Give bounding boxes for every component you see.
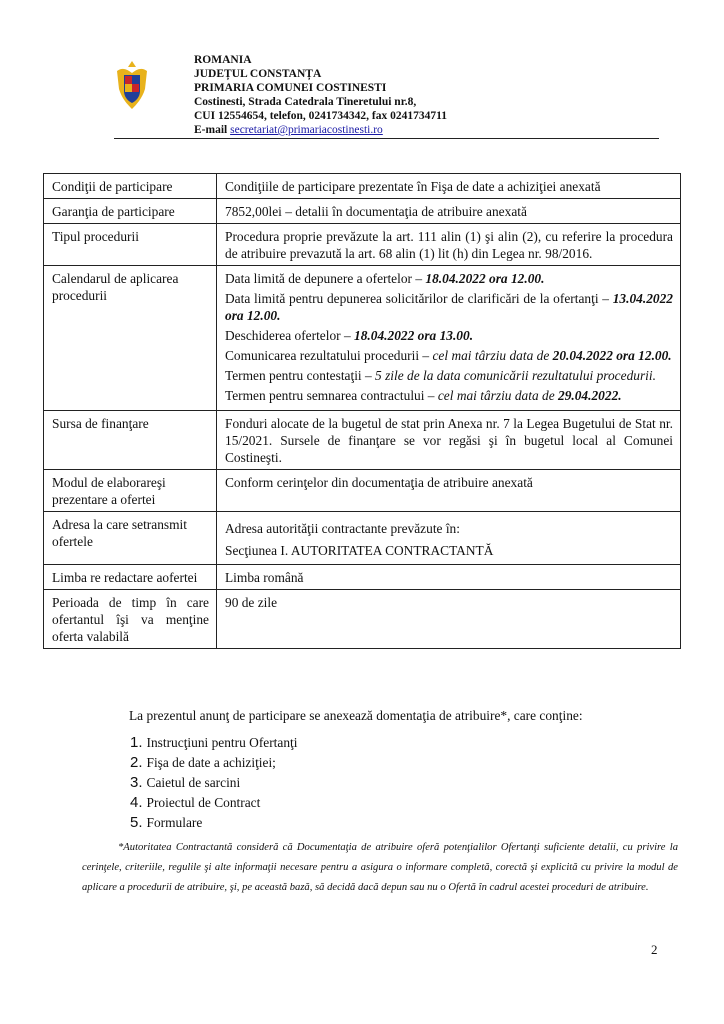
- ids-line: CUI 12554654, telefon, 0241734342, fax 0241734711: [194, 110, 447, 122]
- list-item: 3. Caietul de sarcini: [130, 774, 241, 791]
- procedure-details-table: [43, 173, 681, 649]
- calendar-item: Data limită de depunere a ofertelor – 18.04.2022 ora 12.00.: [225, 271, 545, 286]
- list-item: 2. Fişa de date a achiziţiei;: [130, 754, 276, 771]
- list-item: 5. Formulare: [130, 814, 203, 831]
- row-value: 90 de zile: [217, 590, 681, 649]
- section-text: Secţiunea I. AUTORITATEA CONTRACTANTĂ: [225, 543, 494, 558]
- table-row: [44, 512, 681, 565]
- row-label: Perioada de timp în care ofertantul îşi va menţine oferta valabilă: [44, 590, 217, 649]
- county-line: JUDEȚUL CONSTANȚA: [194, 68, 322, 80]
- list-item: 1. Instrucţiuni pentru Ofertanţi: [130, 734, 298, 751]
- calendar-item: Data limită pentru depunerea solicitărilor de clarificări de la ofertanţi – 13.04.2022 ora 12.00.: [225, 291, 673, 323]
- footnote: *Autoritatea Contractantă consideră că Documentaţia de atribuire oferă potenţialilor Ofertanţi suficiente detalii, cu privire la cerinţele, criteriile, regulile şi alte informaţii necesare pentru a asigura o informare completă, corectă şi explicită cu privire la modul de aplicare a procedurii de atribuire, şi, pe această bază, să decidă dacă depun sau nu o Ofertă în cadrul acestei proceduri de atribuire.: [82, 842, 678, 893]
- row-label: Adresa la care setransmit ofertele: [44, 512, 217, 565]
- row-value: Conform cerinţelor din documentaţia de atribuire anexată: [217, 470, 681, 512]
- calendar-cell: [217, 266, 681, 411]
- row-value: Procedura proprie prevăzute la art. 111 alin (1) şi alin (2), cu referire la procedura de atribuire prevazută la art. 68 alin (1) lit (h) din Legea nr. 98/2016.: [217, 224, 681, 266]
- table-row: [44, 224, 681, 266]
- institution-line: PRIMARIA COMUNEI COSTINESTI: [194, 82, 387, 94]
- table-row: [44, 590, 681, 649]
- table-row: [44, 199, 681, 224]
- institution-block: [194, 53, 447, 137]
- row-value: Fonduri alocate de la bugetul de stat prin Anexa nr. 7 la Legea Bugetului de Stat nr. 15/2021. Sursele de finanţare se vor regăsi şi în bugetul local al Comunei Costineşti.: [217, 411, 681, 470]
- row-label: Sursa de finanţare: [44, 411, 217, 470]
- row-value: 7852,00lei – detalii în documentaţia de atribuire anexată: [217, 199, 681, 224]
- header-divider: [114, 138, 659, 139]
- row-value: Limba română: [217, 565, 681, 590]
- table-row: [44, 565, 681, 590]
- page-number: 2: [651, 942, 658, 957]
- row-label: Condiţii de participare: [44, 174, 217, 199]
- row-label: Calendarul de aplicarea procedurii: [44, 266, 217, 411]
- row-label: Garanţia de participare: [44, 199, 217, 224]
- calendar-item: Deschiderea ofertelor – 18.04.2022 ora 13.00.: [225, 328, 474, 343]
- row-label: Modul de elaborareşi prezentare a ofertei: [44, 470, 217, 512]
- row-label: Limba re redactare aofertei: [44, 565, 217, 590]
- row-label: Tipul procedurii: [44, 224, 217, 266]
- calendar-item: Comunicarea rezultatului procedurii – cel mai târziu data de 20.04.2022 ora 12.00.: [225, 348, 672, 363]
- address-line: Costinesti, Strada Catedrala Tineretului nr.8,: [194, 96, 417, 108]
- row-value: [217, 512, 681, 565]
- calendar-item: Termen pentru contestaţii – 5 zile de la data comunicării rezultatului procedurii.: [225, 368, 656, 383]
- table-row: [44, 411, 681, 470]
- annex-intro: La prezentul anunţ de participare se anexează domentaţia de atribuire*, care conţine:: [129, 708, 583, 723]
- calendar-item: Termen pentru semnarea contractului – cel mai târziu data de 29.04.2022.: [225, 388, 622, 403]
- coat-of-arms-icon: [114, 59, 150, 111]
- email-label: E-mail: [194, 124, 231, 136]
- table-row: [44, 470, 681, 512]
- email-link[interactable]: secretariat@primariacostinesti.ro: [230, 124, 383, 136]
- table-row: [44, 174, 681, 199]
- email-line: [194, 123, 447, 137]
- list-item: 4. Proiectul de Contract: [130, 794, 261, 811]
- row-value: Condiţiile de participare prezentate în Fişa de date a achiziţiei anexată: [217, 174, 681, 199]
- address-text: Adresa autorităţii contractante prevăzute în:: [225, 521, 460, 536]
- annex-list: [130, 733, 298, 833]
- country-line: ROMANIA: [194, 54, 252, 66]
- table-row: [44, 266, 681, 411]
